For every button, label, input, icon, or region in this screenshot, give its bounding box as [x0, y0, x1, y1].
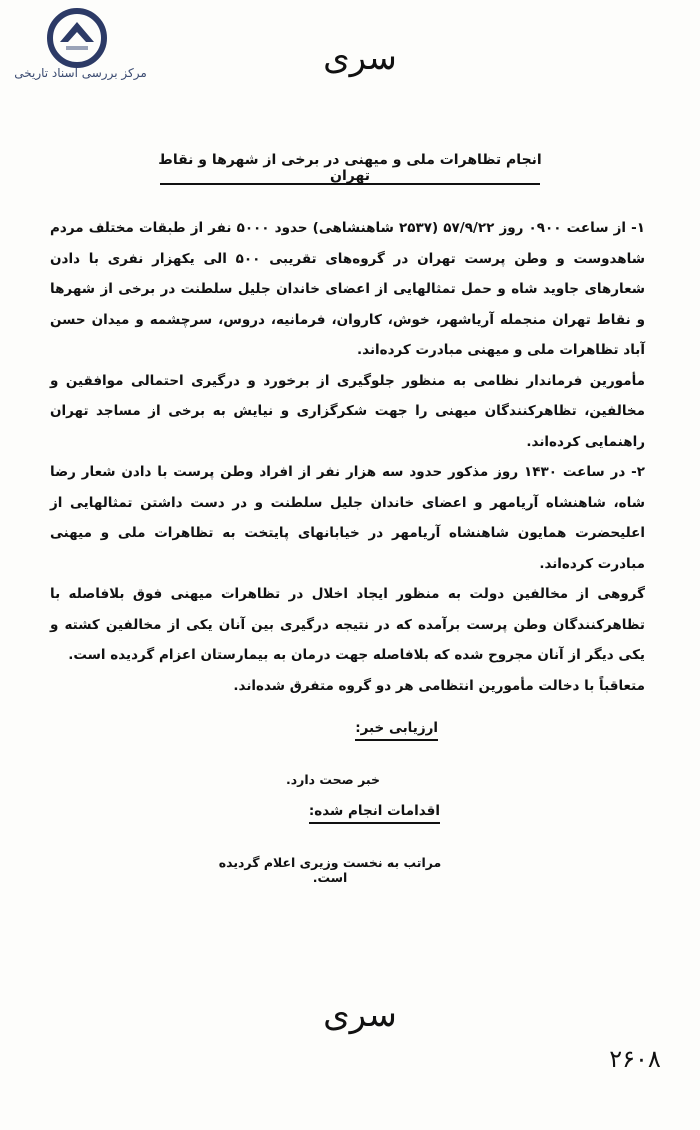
body-paragraph: ۲- در ساعت ۱۴۳۰ روز مذکور حدود سه هزار نفر از افراد وطن پرست با دادن شعار رضا شاه، شاهنشاه آریامهر و اعضای خاندان جلیل سلطنت و در دست داشتن تمثالهایی از اعلیحضرت همایون شاهنشاه آریامهر در خیابانهای پایتخت به تظاهرات ملی و میهنی مبادرت کرده‌اند. — [50, 464, 645, 572]
document-body — [50, 213, 645, 701]
document-number: ۲۶۰۸ — [609, 1045, 661, 1073]
news-assessment-value: خبر صحت دارد. — [286, 772, 380, 787]
body-paragraph: مأمورین فرماندار نظامی به منظور جلوگیری از برخورد و درگیری احتمالی موافقین و مخالفین، تظاهرکنندگان میهنی را جهت شکرگزاری و نیایش به برخی از مساجد تهران راهنمایی کرده‌اند. — [50, 372, 645, 450]
actions-taken-label: اقدامات انجام شده: — [309, 803, 440, 824]
archive-logo-caption: مرکز بررسی اسناد تاریخی — [14, 66, 147, 80]
classification-mark-top: سری — [323, 38, 397, 78]
classification-mark-bottom: سری — [323, 995, 397, 1035]
body-paragraph: متعاقباً با دخالت مأمورین انتظامی هر دو گروه متفرق شده‌اند. — [233, 677, 645, 694]
news-assessment-label: ارزیابی خبر: — [355, 720, 438, 741]
heading-underline — [160, 183, 540, 185]
archive-logo — [8, 8, 153, 88]
document-heading: انجام تظاهرات ملی و میهنی در برخی از شهرها و نقاط تهران — [158, 152, 542, 184]
closing-note: مراتب به نخست وزیری اعلام گردیده است. — [218, 855, 442, 885]
body-paragraph: ۱- از ساعت ۰۹۰۰ روز ۵۷/۹/۲۲ (۲۵۳۷ شاهنشاهی) حدود ۵۰۰۰ نفر از طبقات مختلف مردم شاهدوست و وطن پرست تهران در گروه‌های تقریبی ۵۰۰ الی یکهزار نفری با دادن شعارهای جاوید شاه و حمل تمثالهایی از اعضای خاندان جلیل سلطنت در برخی از شهرها و نقاط تهران منجمله آریاشهر، خوش، کاروان، فرمانیه، دروس، سرچشمه و میدان حسن آباد تظاهرات ملی و میهنی مبادرت کرده‌اند. — [50, 220, 646, 358]
archive-emblem-icon — [46, 8, 108, 68]
body-paragraph: گروهی از مخالفین دولت به منظور ایجاد اخلال در تظاهرات میهنی فوق بلافاصله با تظاهرکنندگان وطن پرست برآمده که در نتیجه درگیری بین آنان یکی از مخالفین کشته و یکی دیگر از آنان مجروح شده که بلافاصله جهت درمان به بیمارستان اعزام گردیده است. — [50, 586, 645, 663]
